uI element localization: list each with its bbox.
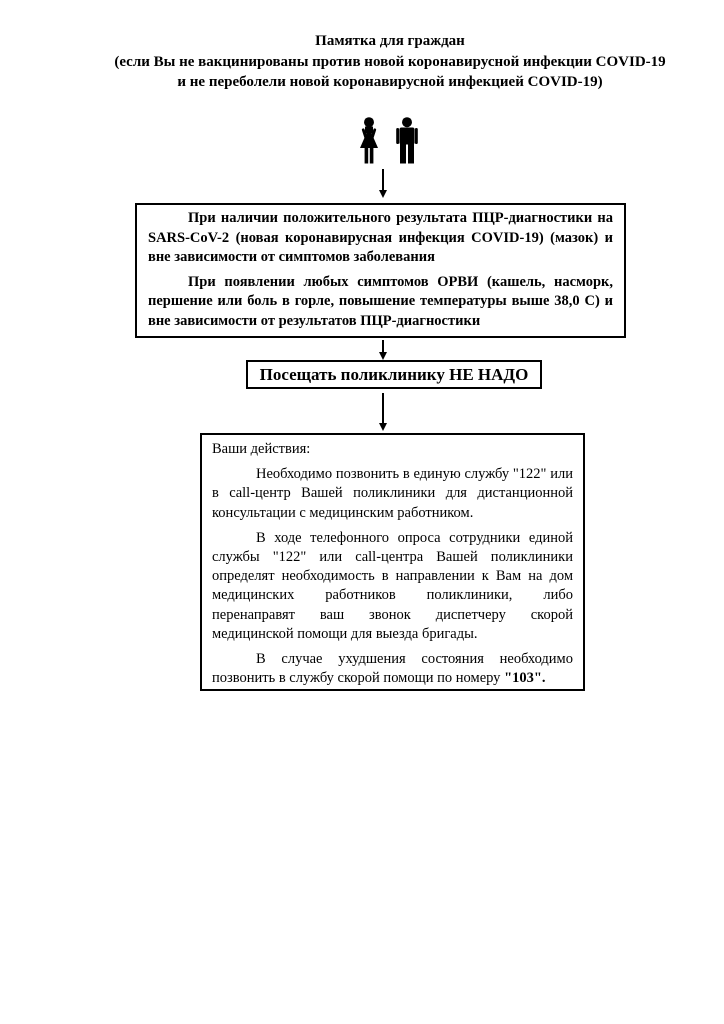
document-title (40, 31, 724, 93)
down-arrow-icon (377, 340, 389, 360)
verdict-label: Посещать поликлинику НЕ НАДО (259, 364, 529, 384)
action-paragraph-phone-survey: В ходе телефонного опроса сотрудники единой службы "122" или call-центра Вашей поликлиники определят необходимость в направлении к Вам на дом медицинских работников поликлиники, либо перенаправят ваш звонок диспетчеру скорой медицинской помощи для выезда бригады. (212, 529, 573, 642)
condition-paragraph-orvi: При появлении любых симптомов ОРВИ (кашель, насморк, першение или боль в горле, повышение температуры выше 38,0 С) и вне зависимости от результатов ПЦР-диагностики (148, 273, 613, 329)
verdict-box (246, 360, 542, 389)
emergency-text: В случае ухудшения состояния необходимо позвонить в службу скорой помощи по номеру (212, 651, 573, 687)
actions-box (200, 433, 585, 691)
down-arrow-icon (377, 169, 389, 198)
conditions-box (135, 203, 626, 338)
man-icon (392, 117, 422, 165)
actions-heading: Ваши действия: (212, 441, 311, 457)
condition-paragraph-pcr: При наличии положительного результата ПЦР-диагностики на SARS-CoV-2 (новая коронавирусная инфекция COVID-19) (мазок) и вне зависимости от симптомов заболевания (148, 210, 613, 265)
down-arrow-icon (377, 393, 389, 431)
title-line-2: (если Вы не вакцинированы против новой коронавирусной инфекции COVID-19 (114, 53, 666, 70)
title-line-3: и не переболели новой коронавирусной инфекцией COVID-19) (177, 74, 603, 90)
action-paragraph-call-122: Необходимо позвонить в единую службу "122" или в call-центр Вашей поликлиники для дистанционной консультации с медицинским работником. (212, 466, 573, 521)
woman-icon (350, 117, 388, 165)
emergency-number: "103". (504, 670, 546, 687)
people-pictograms (348, 117, 424, 165)
title-line-1: Памятка для граждан (315, 33, 465, 49)
action-paragraph-emergency (212, 650, 573, 688)
